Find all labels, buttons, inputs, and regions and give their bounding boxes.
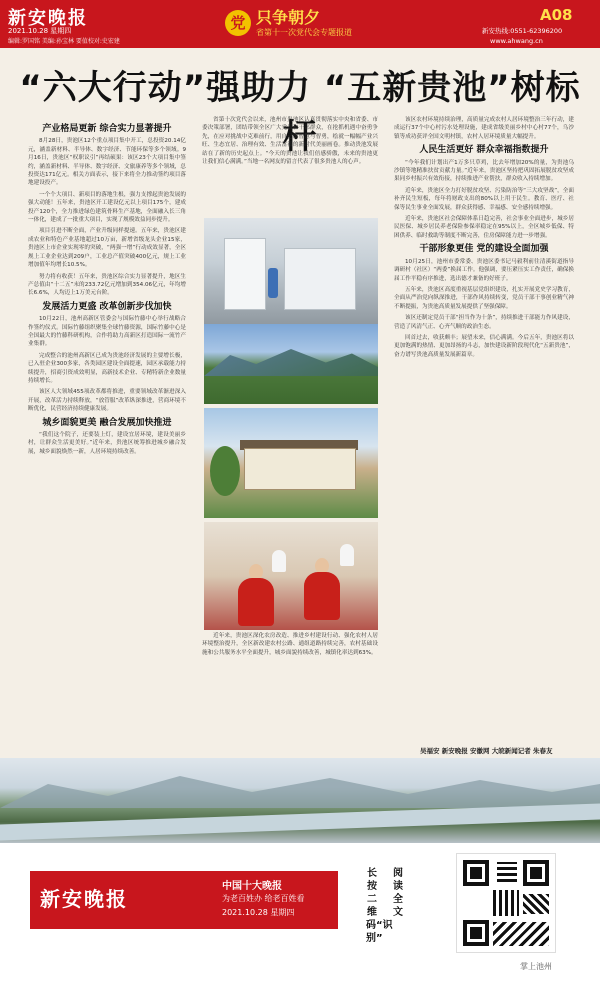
footer-slogan: 为老百姓办 给老百姓看	[222, 894, 305, 903]
topic-subtitle: 省第十一次党代会专题报道	[256, 28, 352, 37]
qr-code-icon[interactable]	[456, 853, 556, 953]
footer-tagline: 中国十大晚报	[222, 881, 282, 892]
footer-date: 2021.10.28 星期四	[222, 908, 295, 917]
newspaper-logo: 新安晚报	[8, 8, 88, 29]
paragraph: 该区人大领域455项改革都将推进，重要领域改革渐进深入开展，改革活力持续释放，“放管服”改革纵深推进，营商环境不断优化，民营经济持续健康发展。	[28, 389, 186, 413]
editor-credits: 编辑:罗国铭 美编:孙宝林 要值校对:史宏建	[8, 38, 120, 45]
footer-promo	[0, 843, 600, 987]
paragraph: 10月22日，池州高新区管委会与国际竹藤中心举行战略合作签约仪式。国际竹藤组织聚集全球竹藤资源，国际竹藤中心是全国最大的竹藤科研机构，合作将助力高新区打造国际一流竹产业集群。	[28, 316, 186, 348]
section-heading: 人民生活更好 群众幸福指数提升	[419, 145, 549, 156]
paragraph: 8月28日，贵池区12个重点项目集中开工，总投资20.14亿元，涵盖新材料、半导体、数字经济、节能环保等多个领域。9月16日，贵池区“权职议引”再结硕果：该区23个大项目集中签约，涵盖新材料、半导体、数字经济、文旅康养等多个领域，总投资达171亿元。相关方面表示，接下来将全力推动签约项目落地建设投产。	[28, 138, 186, 187]
paragraph: 努力将有收获！五年来，贵池区综合实力显著提升，地区生产总值由“十二五”末的233.72亿元增加到354.06亿元，年均增长6.6%，人均迈上1万美元台阶。	[28, 273, 186, 297]
paragraph: 一个个大项目、新项目的落地生根，强力支撑起贵池发展的强大动能！五年来，贵池区开工建设亿元以上项目175个，建成投产120个，全力推进绿色建筑骨料生产基地，全面融入长三角一体化，建成了一批重大项目，实现了规模效益同步提升。	[28, 191, 186, 224]
panorama-photo	[0, 758, 600, 843]
qr-instruction: 长按二维码“识别”	[366, 868, 393, 944]
issue-date: 2021.10.28 星期四	[8, 27, 72, 35]
hotline: 新安热线:0551-62396200	[482, 27, 563, 35]
party-emblem-icon: 党	[225, 10, 251, 36]
footer-logo: 新安晚报	[40, 887, 128, 911]
byline: 吴福安 新安晚报 安徽网 大皖新闻记者 朱春友	[420, 747, 553, 755]
paragraph: 回首过去，收获颇丰；展望未来，信心满满。今后五年，贵池区将以更加饱满的热情、更加昂扬的斗志，加快建设新阶段现代化“五新贵池”，奋力谱写贵池高质量发展新篇章。	[394, 334, 574, 358]
section-heading: 城乡面貌更美 融合发展加快推进	[42, 417, 172, 428]
article-headline: “六大行动”强助力 “五新贵池”树标杆	[19, 68, 581, 157]
watermark: 掌上池州	[520, 962, 552, 971]
paragraph: 近年来，贵池区深化农房改造、推进乡村建设行动、强化农村人居环境整治提升，全区新改建农村公路、通组道路持续完善，农村基础设施和公共服务水平全面提升，城乡面貌持续改善，城镇化率达到63%。	[202, 633, 378, 656]
section-heading: 发展活力更盛 改革创新步伐加快	[42, 301, 172, 312]
paragraph: 近年来，贵池区社会保障体系日趋完善，社会事业全面进步，城乡居民医保、城乡居民养老保险参保率稳定在95%以上，全区城乡低保、特困供养、临时救助等制度不断完善，住房保障能力进一步增强。	[394, 216, 574, 239]
website: www.ahwang.cn	[490, 37, 543, 45]
article-intro	[202, 116, 378, 169]
photo-barbers-service	[204, 522, 378, 630]
paragraph: 该区还制定党员干部“担当作为十条”，持续推进干部能力作风建设，营造了风清气正、心齐气顺的政治生态。	[394, 315, 574, 330]
article-column-right	[394, 116, 574, 728]
paragraph: “今年我们计划出产1万多只草鸡，比去年增加20%的量，为贵池乌沙镇等地精准扶贫贡献力量。”近年来，贵池区坚持把巩固拓展脱贫攻坚成果同乡村振兴有效衔接，持续推进产业帮扶，群众收入持续增加。	[394, 159, 574, 183]
photo-factory	[204, 218, 378, 328]
paragraph: “我们这个院子，还要装上灯，建设宜居环境，建设美丽乡村，让群众生活更美好。”近年来，贵池区统筹推进城乡融合发展，城乡面貌焕然一新，人居环境持续改善。	[28, 432, 186, 455]
masthead	[0, 0, 600, 48]
page-number: A08	[540, 6, 573, 24]
paragraph: 该区农村环境持续治理，高质量完成农村人居环境整治三年行动，建成运行37个中心村污水处理设施，建成省级美丽乡村中心村77个，乌沙镇等成功获评全国文明村镇，农村人居环境质量大幅提升。	[394, 117, 574, 140]
paragraph: 项目引进不断全面，产业升级同样提速。五年来，贵池区建成农业和特色产业基地超过10万亩，新增省级龙头企业15家，贵池区上市企业实现零的突破，“两强一增”行动成效显著，全区规上工业企业达到209户，工业总产值突破400亿元，规上工业增加值年均增长10.5%。	[28, 228, 186, 269]
photo-mountain-landscape	[204, 324, 378, 404]
section-heading: 干部形象更佳 党的建设全面加强	[419, 244, 549, 255]
photo-village-houses	[204, 408, 378, 518]
article-column-middle-bottom	[202, 632, 378, 732]
section-heading: 产业格局更新 综合实力显著提升	[42, 124, 172, 134]
paragraph: 近年来，贵池区全力打好脱贫攻坚、污染防治等“三大攻坚战”，全面补齐民生短板，每年将财政支出的80%以上用于民生。教育、医疗、社保等民生事业全面发展，群众获得感、幸福感、安全感持续增强。	[394, 187, 574, 211]
read-full-text: 阅读全文	[393, 868, 403, 918]
paragraph: 五年来，贵池区高度重视基层党组织建设，扎实开展党史学习教育，全面从严治党向纵深推进，干部作风持续转变，党员干部干事创业精气神不断提振，为贵池高质量发展提供了坚强保障。	[394, 286, 574, 310]
topic-title: 只争朝夕	[256, 8, 321, 27]
article-column-left	[28, 120, 186, 680]
paragraph: 10月25日，池州市委常委、贵池区委书记马毅利前往清溪街道指导调研村（社区）“两委”换届工作。他强调，要压紧压实工作责任，确保换届工作平稳有序推进，选出德才兼备的好班子。	[394, 258, 574, 282]
intro-paragraph: 省第十次党代会以来，池州市贵池区认真贯彻落实中央和省委、市委决策部署，团结带领全区广大党员和干部群众，在抢抓机遇中奋勇争先，在应对挑战中克难前行，用自己的智慧与智勇，绘就一幅幅产业兴旺、生态宜居、治理有效、生活富裕的新时代美丽画卷。推动贵池发展站在了新的历史起点上。“今天的贵池让我们倍感骄傲，未来的贵池更让我们信心满满。”当地一名网友的留言代表了很多贵池人的心声。	[202, 117, 378, 166]
paragraph: 完成整合的池州高新区已成为贵池经济发展的主要增长极，已入驻企业300多家，各类园区建设全面提速，园区承载能力持续提升，招商引资成效明显，高新技术企业、专精特新企业数量持续增长。	[28, 352, 186, 384]
